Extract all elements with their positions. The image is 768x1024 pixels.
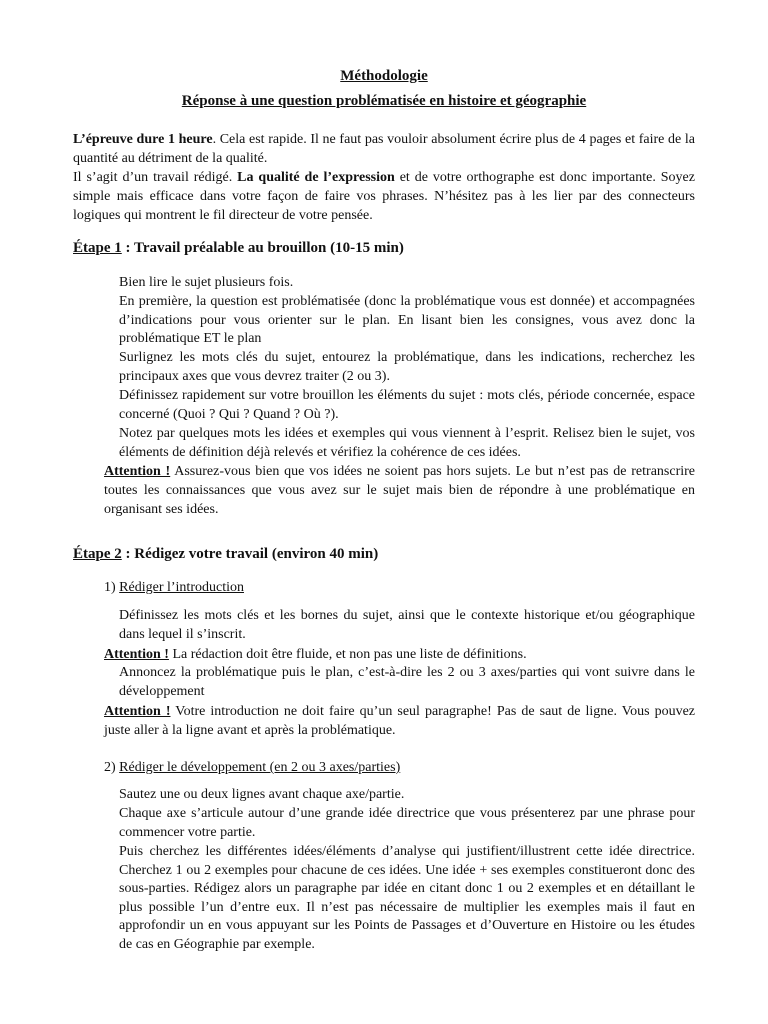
etape2-heading	[73, 546, 378, 563]
etape2-label: Étape 2	[73, 546, 122, 562]
section-title: Rédiger l’introduction	[119, 580, 244, 595]
attention-text: Assurez-vous bien que vos idées ne soient pas hors sujets. Le but n’est pas de retranscrire toutes les connaissances que vous avez sur le sujet mais bien de répondre à une problématique en organisant ses idées.	[104, 464, 695, 517]
etape1-item: Définissez rapidement sur votre brouillon les éléments du sujet : mots clés, période concernée, espace concerné (Quoi ? Qui ? Quand ? Où ?).	[119, 388, 695, 422]
intro-attention-1	[104, 645, 695, 664]
page-title: Méthodologie	[340, 68, 428, 84]
intro-bold-duration: L’épreuve dure 1 heure	[73, 132, 213, 147]
intro-p2-b: et de votre orthographe est donc importante. Soyez simple mais efficace dans votre façon de faire vos phrases. N’hésitez pas à les lier par des connecteurs logiques qui montrent le fil directeur de votre pensée.	[73, 170, 695, 223]
etape1-attention	[104, 462, 695, 519]
etape1-label: Étape 1	[73, 240, 122, 256]
page-subtitle: Réponse à une question problématisée en histoire et géographie	[181, 93, 587, 109]
section-number: 2)	[104, 760, 120, 775]
development-item: Chaque axe s’articule autour d’une grande idée directrice que vous présenterez par une phrase pour commencer votre partie.	[119, 806, 695, 840]
intro-p2-a: Il s’agit d’un travail rédigé.	[73, 170, 238, 185]
etape1-heading	[73, 240, 404, 257]
section-number: 1)	[104, 580, 120, 595]
intro-paragraph-1	[73, 130, 695, 168]
attention-label: Attention !	[104, 647, 169, 662]
attention-label: Attention !	[104, 464, 171, 479]
attention-label: Attention !	[104, 704, 171, 719]
section-title: Rédiger le développement (en 2 ou 3 axes/parties)	[119, 760, 401, 775]
etape1-item: Bien lire le sujet plusieurs fois.	[119, 275, 294, 290]
etape1-item: Surlignez les mots clés du sujet, entourez la problématique, dans les indications, recherchez les principaux axes que vous devrez traiter (2 ou 3).	[119, 350, 695, 384]
intro-item: Annoncez la problématique puis le plan, c’est-à-dire les 2 ou 3 axes/parties qui vont suivre dans le développement	[119, 665, 695, 699]
intro-item: Définissez les mots clés et les bornes du sujet, ainsi que le contexte historique et/ou géographique dans lequel il s’inscrit.	[119, 608, 695, 642]
intro-bold-quality: La qualité de l’expression	[237, 170, 395, 185]
attention-text: Votre introduction ne doit faire qu’un seul paragraphe! Pas de saut de ligne. Vous pouvez juste aller à la ligne avant et après la problématique.	[104, 704, 695, 738]
etape2-title: : Rédigez votre travail (environ 40 min)	[121, 546, 379, 562]
intro-p1-text: . Cela est rapide. Il ne faut pas vouloir absolument écrire plus de 4 pages et faire de la quantité au détriment de la qualité.	[73, 132, 695, 166]
etape1-title: : Travail préalable au brouillon (10-15 min)	[121, 240, 404, 256]
etape1-item: Notez par quelques mots les idées et exemples qui vous viennent à l’esprit. Relisez bien le sujet, vos éléments de définition déjà relevés et vérifiez la cohérence de ces idées.	[119, 426, 695, 460]
intro-attention-2	[104, 702, 695, 740]
etape1-item: En première, la question est problématisée (donc la problématique vous est donnée) et accompagnées d’indications pour vous orienter sur le plan. En lisant bien les consignes, vous avez donc la problématique ET le plan	[119, 294, 695, 346]
section-intro-heading	[104, 580, 244, 596]
development-item: Puis cherchez les différentes idées/éléments d’analyse qui justifient/illustrent cette idée directrice. Cherchez 1 ou 2 exemples pour chacune de ces idées. Une idée + ses exemples constitueront donc des sous-parties. Rédigez alors un paragraphe par idée en citant donc 1 ou 2 exemples et en détaillant le plus possible l’un d’entre eux. Il n’est pas nécessaire de multiplier les exemples mais il faut en approfondir un en vous appuyant sur les Points de Passages et d’Ouverture en Histoire ou les études de cas en Géographie par exemple.	[119, 844, 695, 952]
section-development-heading	[104, 760, 400, 776]
attention-text: La rédaction doit être fluide, et non pas une liste de définitions.	[168, 647, 527, 662]
development-item: Sautez une ou deux lignes avant chaque axe/partie.	[119, 787, 405, 802]
intro-paragraph-2	[73, 168, 695, 225]
